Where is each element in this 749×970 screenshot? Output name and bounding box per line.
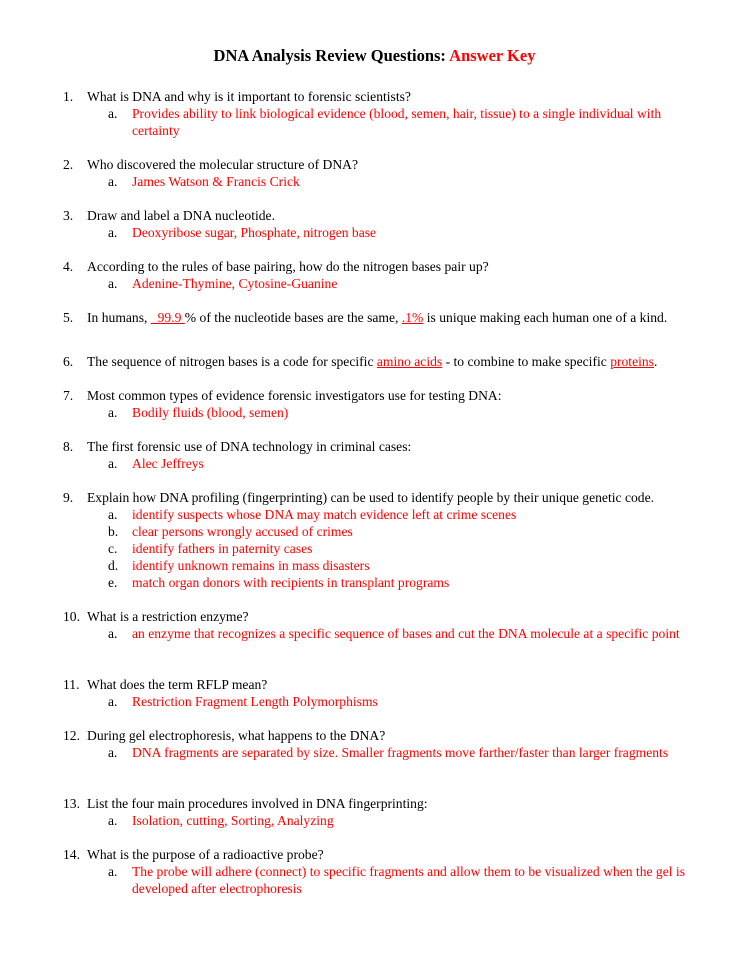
answer-letter: a. <box>108 405 118 420</box>
question-text-part: % of the nucleotide bases are the same, <box>184 310 402 325</box>
answer-letter: d. <box>108 558 119 573</box>
answer-letter: e. <box>108 575 118 590</box>
question-8 <box>63 438 713 455</box>
answer-text: match organ donors with recipients in transplant programs <box>132 575 450 590</box>
question-number: 7. <box>63 388 74 403</box>
question-text: According to the rules of base pairing, how do the nitrogen bases pair up? <box>87 259 489 274</box>
answer-letter: a. <box>108 174 118 189</box>
answer-3a <box>108 224 708 241</box>
question-number: 6. <box>63 354 74 369</box>
question-number: 12. <box>63 728 80 743</box>
question-text: Draw and label a DNA nucleotide. <box>87 208 275 223</box>
question-14 <box>63 846 713 863</box>
question-text: What does the term RFLP mean? <box>87 677 268 692</box>
answer-10a <box>108 625 708 642</box>
question-4 <box>63 258 713 275</box>
answer-letter: a. <box>108 745 118 760</box>
answer-letter: b. <box>108 524 119 539</box>
question-number: 9. <box>63 490 74 505</box>
answer-text: Bodily fluids (blood, semen) <box>132 405 289 420</box>
question-number: 13. <box>63 796 80 811</box>
answer-9a <box>108 506 708 523</box>
question-7 <box>63 387 713 404</box>
question-text: The first forensic use of DNA technology in criminal cases: <box>87 439 412 454</box>
question-number: 5. <box>63 310 74 325</box>
answer-letter: a. <box>108 507 118 522</box>
question-number: 14. <box>63 847 80 862</box>
answer-letter: a. <box>108 694 118 709</box>
answer-2a <box>108 173 708 190</box>
fill-blank-answer: proteins <box>610 354 654 369</box>
question-10 <box>63 608 713 625</box>
title-accent: Answer Key <box>449 46 536 65</box>
answer-letter: a. <box>108 106 118 121</box>
answer-text: Isolation, cutting, Sorting, Analyzing <box>132 813 334 828</box>
answer-text: James Watson & Francis Crick <box>132 174 300 189</box>
question-text: What is a restriction enzyme? <box>87 609 249 624</box>
question-text: Most common types of evidence forensic investigators use for testing DNA: <box>87 388 502 403</box>
page-title <box>0 46 749 66</box>
answer-text: identify unknown remains in mass disasters <box>132 558 370 573</box>
fill-blank-answer: _99.9 <box>150 310 185 325</box>
title-main: DNA Analysis Review Questions: <box>213 46 446 65</box>
question-text <box>87 353 713 370</box>
answer-letter: a. <box>108 813 118 828</box>
answer-letter: c. <box>108 541 118 556</box>
question-text <box>87 309 713 326</box>
answer-letter: a. <box>108 225 118 240</box>
question-text: What is DNA and why is it important to forensic scientists? <box>87 89 411 104</box>
answer-11a <box>108 693 708 710</box>
answer-text: Restriction Fragment Length Polymorphisms <box>132 694 378 709</box>
question-text: Explain how DNA profiling (fingerprinting) can be used to identify people by their unique genetic code. <box>87 490 655 505</box>
question-number: 1. <box>63 89 74 104</box>
answer-text: Provides ability to link biological evidence (blood, semen, hair, tissue) to a single individual with certainty <box>132 106 662 138</box>
answer-text: The probe will adhere (connect) to specific fragments and allow them to be visualized when the gel is developed after electrophoresis <box>132 864 685 896</box>
answer-text: clear persons wrongly accused of crimes <box>132 524 353 539</box>
answer-4a <box>108 275 708 292</box>
fill-blank-answer: amino acids <box>376 354 443 369</box>
answer-9e <box>108 574 708 591</box>
answer-letter: a. <box>108 626 118 641</box>
question-1 <box>63 88 713 105</box>
answer-text: Adenine-Thymine, Cytosine-Guanine <box>132 276 338 291</box>
question-6 <box>63 353 713 370</box>
question-9 <box>63 489 743 506</box>
question-text-part: In humans, <box>87 310 151 325</box>
question-11 <box>63 676 713 693</box>
answer-9c <box>108 540 708 557</box>
answer-8a <box>108 455 708 472</box>
answer-text: an enzyme that recognizes a specific sequence of bases and cut the DNA molecule at a specific point <box>132 626 680 641</box>
answer-7a <box>108 404 708 421</box>
question-number: 10. <box>63 609 80 624</box>
fill-blank-answer: .1% <box>401 310 424 325</box>
answer-1a <box>108 105 708 139</box>
question-2 <box>63 156 713 173</box>
answer-text: Deoxyribose sugar, Phosphate, nitrogen base <box>132 225 377 240</box>
question-number: 2. <box>63 157 74 172</box>
question-text: List the four main procedures involved in DNA fingerprinting: <box>87 796 428 811</box>
question-number: 11. <box>63 677 80 692</box>
answer-letter: a. <box>108 456 118 471</box>
question-text: During gel electrophoresis, what happens to the DNA? <box>87 728 386 743</box>
answer-text: identify suspects whose DNA may match evidence left at crime scenes <box>132 507 517 522</box>
question-text: Who discovered the molecular structure of DNA? <box>87 157 359 172</box>
question-text-part: . <box>653 354 658 369</box>
answer-text: identify fathers in paternity cases <box>132 541 313 556</box>
answer-text: Alec Jeffreys <box>132 456 204 471</box>
question-text-part: - to combine to make specific <box>442 354 611 369</box>
question-5 <box>63 309 713 326</box>
question-13 <box>63 795 713 812</box>
answer-letter: a. <box>108 276 118 291</box>
question-number: 3. <box>63 208 74 223</box>
question-text-part: is unique making each human one of a kind. <box>423 310 668 325</box>
question-text-part: The sequence of nitrogen bases is a code for specific <box>87 354 377 369</box>
answer-13a <box>108 812 708 829</box>
question-number: 8. <box>63 439 74 454</box>
answer-letter: a. <box>108 864 118 879</box>
answer-12a <box>108 744 708 761</box>
question-text: What is the purpose of a radioactive probe? <box>87 847 324 862</box>
question-12 <box>63 727 713 744</box>
question-3 <box>63 207 713 224</box>
answer-9d <box>108 557 708 574</box>
answer-9b <box>108 523 708 540</box>
question-number: 4. <box>63 259 74 274</box>
answer-text: DNA fragments are separated by size. Smaller fragments move farther/faster than larger fragments <box>132 745 669 760</box>
answer-14a <box>108 863 708 897</box>
